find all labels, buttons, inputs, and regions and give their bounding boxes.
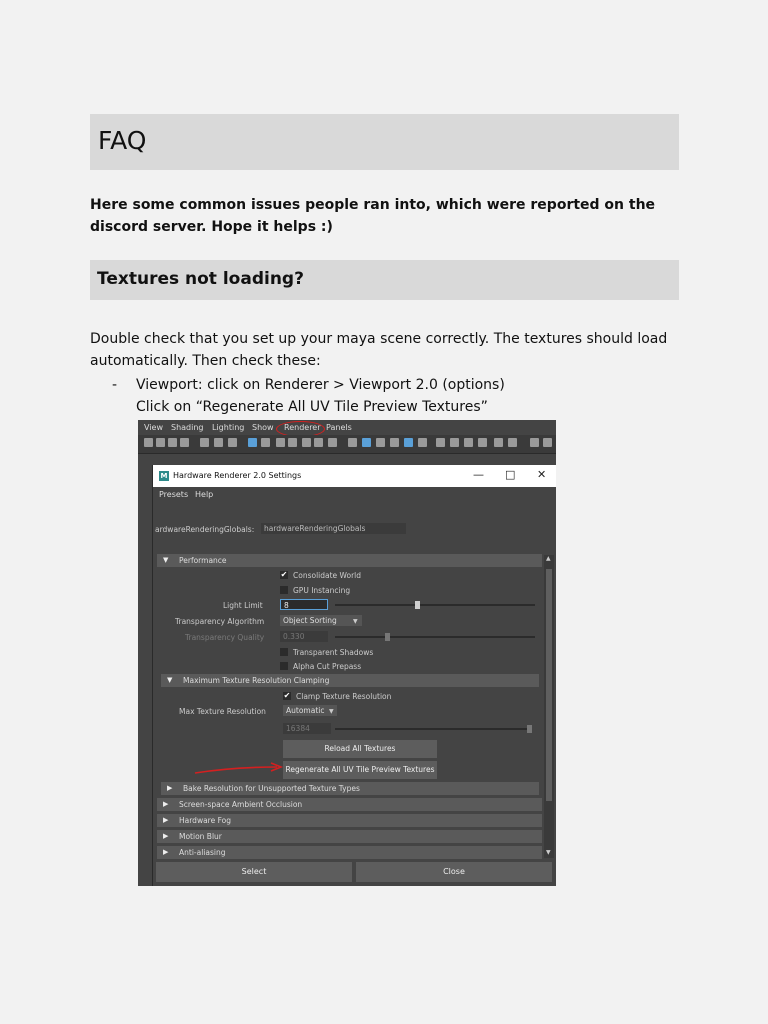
- bullet-line-2: Click on “Regenerate All UV Tile Preview Textures”: [136, 399, 488, 415]
- toolbar-icon[interactable]: [530, 438, 539, 447]
- scroll-up-icon[interactable]: ▲: [546, 555, 551, 562]
- toolbar-icon[interactable]: [418, 438, 427, 447]
- toolbar-icon[interactable]: [180, 438, 189, 447]
- collapsed-arrow-icon: ▶: [163, 816, 169, 824]
- clamp-texture-resolution-checkbox[interactable]: ✔: [283, 691, 291, 700]
- menu-show[interactable]: Show: [252, 423, 274, 432]
- section-label: Bake Resolution for Unsupported Texture Types: [183, 784, 360, 793]
- faq-title: FAQ: [98, 126, 147, 155]
- maya-viewport-menubar: [138, 420, 556, 435]
- toolbar-icon[interactable]: [248, 438, 257, 447]
- scroll-down-icon[interactable]: ▼: [546, 849, 551, 856]
- consolidate-world-checkbox[interactable]: ✔: [280, 570, 288, 579]
- globals-label: ardwareRenderingGlobals:: [155, 525, 255, 534]
- toolbar-icon[interactable]: [328, 438, 337, 447]
- hardware-renderer-dialog: [152, 465, 556, 886]
- transparency-quality-label: Transparency Quality: [185, 633, 265, 642]
- toolbar-icon[interactable]: [436, 438, 445, 447]
- close-window-button[interactable]: ✕: [537, 468, 547, 481]
- section-motion-blur[interactable]: [157, 830, 542, 843]
- toolbar-icon[interactable]: [144, 438, 153, 447]
- section-label: Maximum Texture Resolution Clamping: [183, 676, 330, 685]
- collapsed-arrow-icon: ▶: [163, 848, 169, 856]
- annotation-arrow-icon: [193, 761, 285, 777]
- textures-header-band: [90, 260, 679, 300]
- toolbar-icon[interactable]: [464, 438, 473, 447]
- section-performance[interactable]: [157, 554, 542, 567]
- collapsed-arrow-icon: ▶: [163, 800, 169, 808]
- menu-presets[interactable]: Presets: [159, 490, 189, 499]
- transparency-algorithm-label: Transparency Algorithm: [175, 617, 265, 626]
- menu-view[interactable]: View: [144, 423, 163, 432]
- toolbar-icon[interactable]: [228, 438, 237, 447]
- toolbar-icon[interactable]: [478, 438, 487, 447]
- minimize-button[interactable]: —: [473, 468, 484, 481]
- transparency-quality-slider[interactable]: [335, 636, 535, 638]
- toolbar-icon[interactable]: [214, 438, 223, 447]
- maya-logo-icon: M: [160, 472, 168, 480]
- toolbar-icon[interactable]: [302, 438, 311, 447]
- toolbar-icon[interactable]: [450, 438, 459, 447]
- menu-lighting[interactable]: Lighting: [212, 423, 245, 432]
- section-max-texture-clamping[interactable]: [161, 674, 539, 687]
- toolbar-icon[interactable]: [508, 438, 517, 447]
- dropdown-arrow-icon: ▼: [329, 708, 334, 715]
- gpu-instancing-checkbox[interactable]: [280, 586, 288, 594]
- dialog-titlebar: [153, 465, 556, 487]
- max-resolution-field[interactable]: 16384: [283, 723, 331, 734]
- toolbar-icon[interactable]: [404, 438, 413, 447]
- toolbar-icon[interactable]: [543, 438, 552, 447]
- dialog-menubar: [153, 487, 556, 501]
- bullet-text: [136, 374, 505, 418]
- toolbar-icon[interactable]: [390, 438, 399, 447]
- bullet-dash: -: [112, 377, 118, 393]
- toolbar-icon[interactable]: [494, 438, 503, 447]
- expanded-arrow-icon: ▼: [167, 676, 173, 684]
- toolbar-icon[interactable]: [156, 438, 165, 447]
- reload-all-textures-button[interactable]: Reload All Textures: [283, 740, 437, 758]
- light-limit-slider[interactable]: [335, 604, 535, 606]
- menu-panels[interactable]: Panels: [326, 423, 352, 432]
- toolbar-icon[interactable]: [168, 438, 177, 447]
- faq-intro: Here some common issues people ran into, which were reported on the discord server. Hope it helps :): [90, 197, 656, 235]
- section-label: Hardware Fog: [179, 816, 231, 825]
- collapsed-arrow-icon: ▶: [163, 832, 169, 840]
- scroll-thumb[interactable]: [546, 569, 552, 801]
- select-button[interactable]: Select: [156, 862, 352, 882]
- toolbar-icon[interactable]: [261, 438, 270, 447]
- faq-header-band: [90, 114, 679, 170]
- transparent-shadows-checkbox[interactable]: [280, 648, 288, 656]
- dialog-scrollbar[interactable]: [544, 555, 554, 858]
- light-limit-label: Light Limit: [223, 601, 263, 610]
- menu-renderer[interactable]: Renderer: [284, 423, 321, 432]
- max-texture-resolution-dropdown[interactable]: Automatic: [283, 705, 337, 716]
- max-texture-resolution-label: Max Texture Resolution: [179, 707, 266, 716]
- transparency-quality-slider-thumb[interactable]: [385, 633, 390, 641]
- globals-field[interactable]: hardwareRenderingGlobals: [261, 523, 406, 534]
- section-label: Anti-aliasing: [179, 848, 226, 857]
- alpha-cut-prepass-label: Alpha Cut Prepass: [293, 662, 362, 671]
- maya-viewport-toolbar: [138, 435, 556, 454]
- transparency-quality-field[interactable]: 0.330: [280, 631, 328, 642]
- toolbar-icon[interactable]: [376, 438, 385, 447]
- section-bake-resolution[interactable]: [161, 782, 539, 795]
- close-button[interactable]: Close: [356, 862, 552, 882]
- dialog-title: Hardware Renderer 2.0 Settings: [173, 471, 302, 480]
- expanded-arrow-icon: ▼: [163, 556, 169, 564]
- transparency-algorithm-dropdown[interactable]: Object Sorting: [280, 615, 362, 626]
- transparent-shadows-label: Transparent Shadows: [293, 648, 374, 657]
- max-resolution-slider-thumb[interactable]: [527, 725, 532, 733]
- section-ssao[interactable]: [157, 798, 542, 811]
- light-limit-slider-thumb[interactable]: [415, 601, 420, 609]
- section-label: Motion Blur: [179, 832, 222, 841]
- toolbar-icon[interactable]: [348, 438, 357, 447]
- menu-help[interactable]: Help: [195, 490, 214, 499]
- toolbar-icon[interactable]: [276, 438, 285, 447]
- dropdown-arrow-icon: ▼: [353, 618, 358, 625]
- max-resolution-slider[interactable]: [335, 728, 531, 730]
- section-anti-aliasing[interactable]: [157, 846, 542, 859]
- textures-title: Textures not loading?: [97, 269, 304, 289]
- bullet-line-1: Viewport: click on Renderer > Viewport 2.0 (options): [136, 377, 505, 393]
- section-hardware-fog[interactable]: [157, 814, 542, 827]
- gpu-instancing-label: GPU Instancing: [293, 586, 351, 595]
- toolbar-icon[interactable]: [362, 438, 371, 447]
- section-label: Performance: [179, 556, 227, 565]
- clamp-texture-resolution-label: Clamp Texture Resolution: [296, 692, 392, 701]
- maximize-button[interactable]: □: [505, 468, 516, 481]
- regenerate-uv-tile-preview-textures-button[interactable]: Regenerate All UV Tile Preview Textures: [283, 761, 437, 779]
- section-label: Screen-space Ambient Occlusion: [179, 800, 303, 809]
- light-limit-field[interactable]: 8: [280, 599, 328, 610]
- toolbar-icon[interactable]: [288, 438, 297, 447]
- toolbar-icon[interactable]: [314, 438, 323, 447]
- textures-body: Double check that you set up your maya scene correctly. The textures should load automatically. Then check these:: [90, 331, 668, 369]
- consolidate-world-label: Consolidate World: [293, 571, 362, 580]
- alpha-cut-prepass-checkbox[interactable]: [280, 662, 288, 670]
- toolbar-icon[interactable]: [200, 438, 209, 447]
- menu-shading[interactable]: Shading: [171, 423, 204, 432]
- collapsed-arrow-icon: ▶: [167, 784, 173, 792]
- maya-screenshot: [138, 420, 556, 886]
